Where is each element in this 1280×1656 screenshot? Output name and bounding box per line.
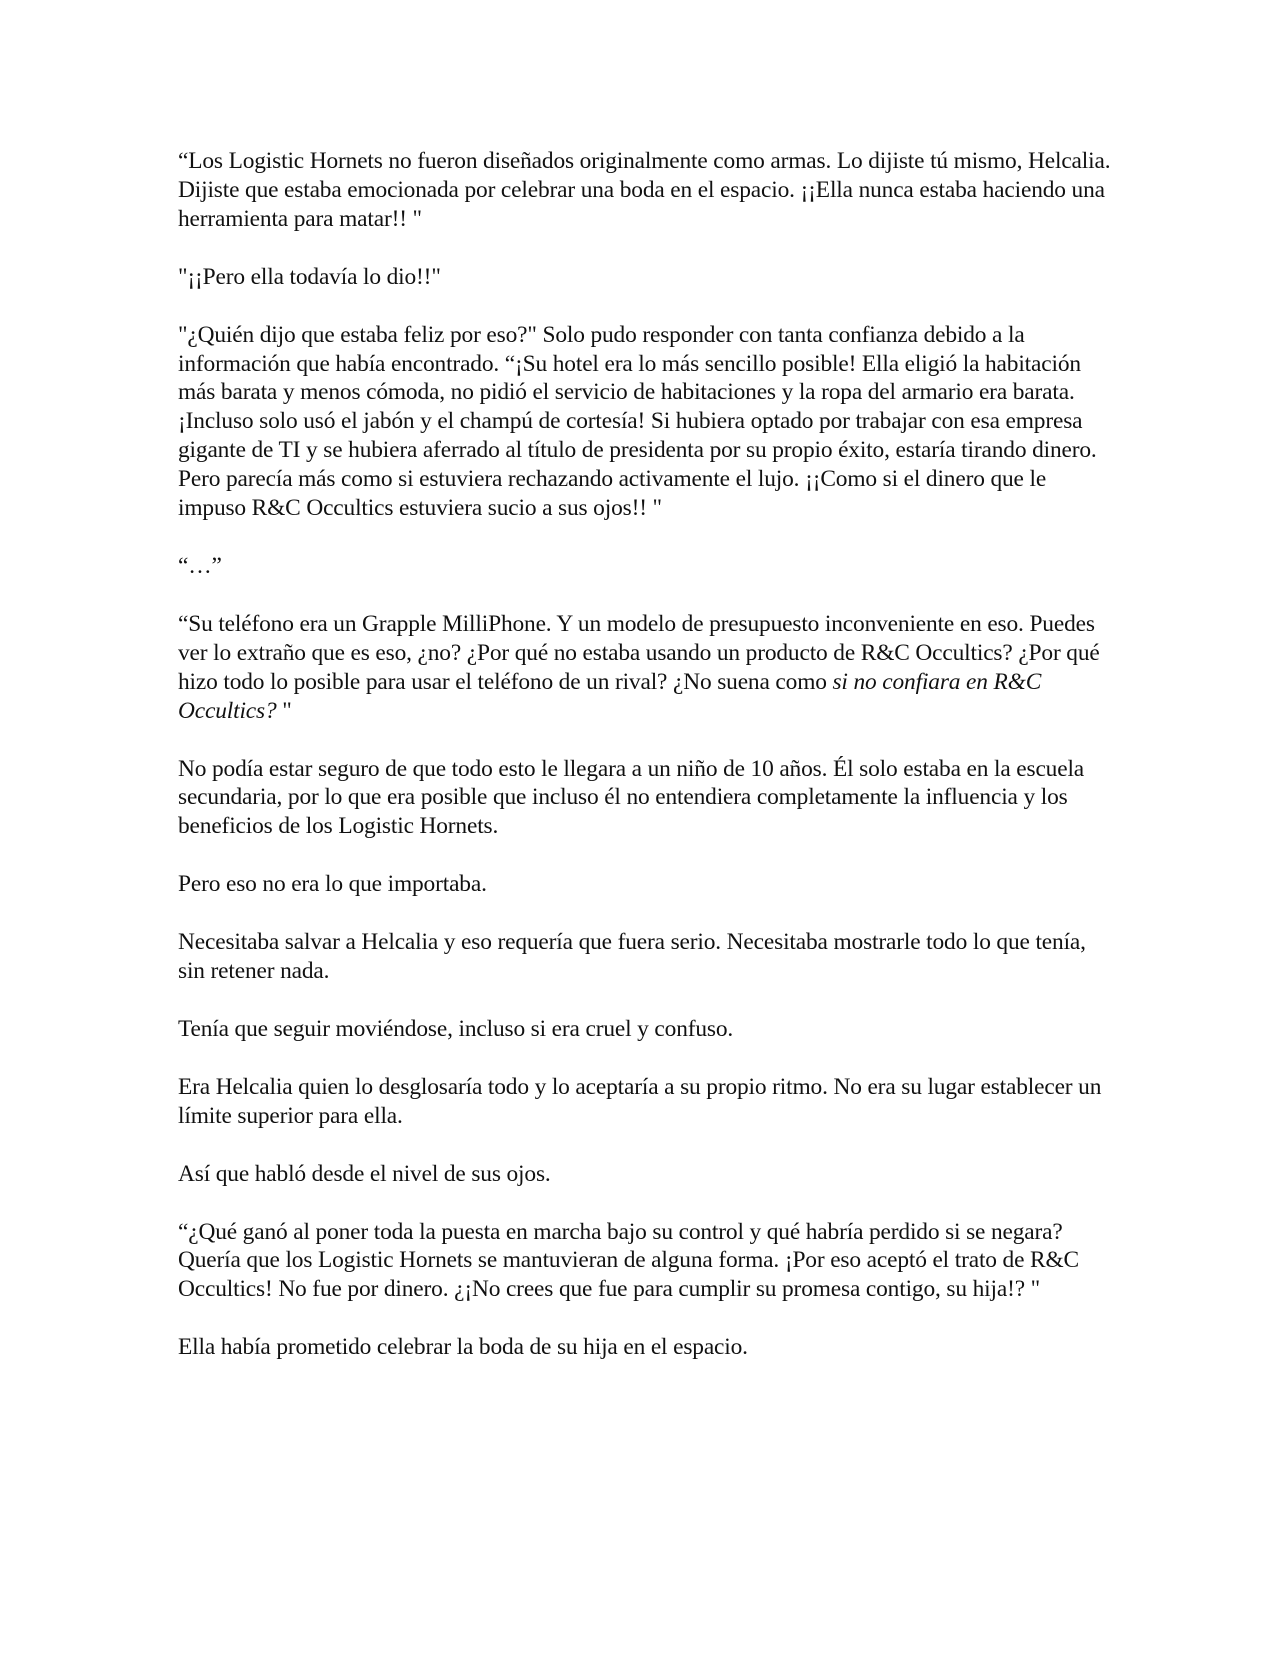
paragraph: Tenía que seguir moviéndose, incluso si era cruel y confuso. [178,1015,734,1042]
paragraph: “¿Qué ganó al poner toda la puesta en marcha bajo su control y qué habría perdido si se negara? Quería que los Logistic Hornets se mantuvieran de alguna forma. ¡Por eso aceptó el trato de R&C Occultics! No fue por dinero. ¿¡No crees que fue para cumplir su promesa contigo, su hija!? " [178,1218,1079,1303]
paragraph [178,610,1118,726]
paragraph: “Los Logistic Hornets no fueron diseñados originalmente como armas. Lo dijiste tú mismo, Helcalia. Dijiste que estaba emocionada por celebrar una boda en el espacio. ¡¡Ella nunca estaba haciendo una herramienta para matar!! " [178,148,1111,232]
paragraph: No podía estar seguro de que todo esto le llegara a un niño de 10 años. Él solo estaba en la escuela secundaria, por lo que era posible que incluso él no entendiera completamente la influencia y los beneficios de los Logistic Hornets. [178,755,1085,840]
paragraph: Necesitaba salvar a Helcalia y eso requería que fuera serio. Necesitaba mostrarle todo lo que tenía, sin retener nada. [178,929,1086,985]
paragraph: Pero eso no era lo que importaba. [178,871,487,898]
paragraph: "¿Quién dijo que estaba feliz por eso?" Solo pudo responder con tanta confianza debido a la información que había encontrado. “¡Su hotel era lo más sencillo posible! Ella eligió la habitación más barata y menos cómoda, no pidió el servicio de habitaciones y la ropa del armario era barata. ¡Incluso solo usó el jabón y el champú de cortesía! Si hubiera optado por trabajar con esa empresa gigante de TI y se hubiera aferrado al título de presidenta por su propio éxito, estaría tirando dinero. Pero parecía más como si estuviera rechazando activamente el lujo. ¡¡Como si el dinero que le impuso R&C Occultics estuviera sucio a sus ojos!! " [178,321,1097,522]
paragraph-text: “Su teléfono era un Grapple MilliPhone. Y un modelo de presupuesto inconveniente en eso. Puedes ver lo extraño que es eso, ¿no? ¿Por qué no estaba usando un producto de R&C Occultics? ¿Por qué hizo todo lo posible para usar el teléfono de un rival? ¿No suena como [178,610,1100,695]
paragraph: Ella había prometido celebrar la boda de su hija en el espacio. [178,1334,748,1361]
paragraph: Era Helcalia quien lo desglosaría todo y lo aceptaría a su propio ritmo. No era su lugar establecer un límite superior para ella. [178,1073,1102,1129]
paragraph-text: " [276,697,292,724]
italic-text: si no confiara en R&C Occultics? [178,668,1042,724]
paragraph: Así que habló desde el nivel de sus ojos. [178,1160,551,1187]
paragraph: “…” [178,552,222,579]
document-page [178,147,1118,1391]
paragraph: "¡¡Pero ella todavía lo dio!!" [178,263,441,290]
